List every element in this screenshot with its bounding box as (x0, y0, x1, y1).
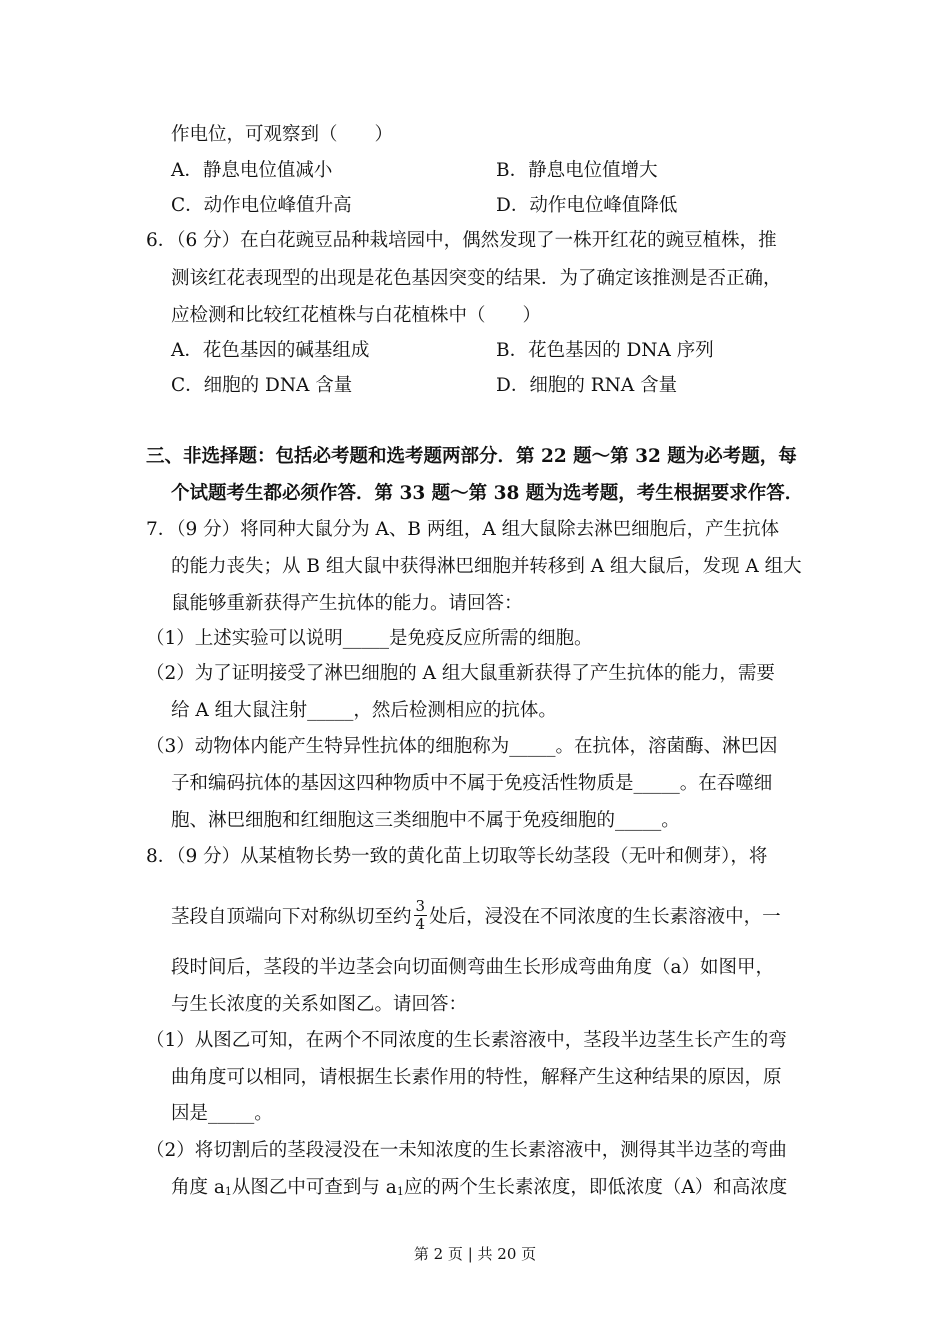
q5-stem-end: 作电位，可观察到（ ） (171, 124, 394, 145)
page-footer: 第 2 页 | 共 20 页 (413, 1245, 537, 1263)
q8-stem-line2-before: 茎段自顶端向下对称纵切至约 (171, 906, 412, 928)
q6-option-c: C．细胞的 DNA 含量 (171, 375, 353, 396)
fraction-denominator: 4 (415, 915, 426, 933)
q6-option-d: D．细胞的 RNA 含量 (496, 375, 678, 396)
q7-part2-line1: （2）为了证明接受了淋巴细胞的 A 组大鼠重新获得了产生抗体的能力，需要 (146, 663, 775, 684)
q7-part3-line3: 胞、淋巴细胞和红细胞这三类细胞中不属于免疫细胞的_____。 (171, 810, 680, 831)
q8-stem-line1: 8．（9 分）从某植物长势一致的黄化苗上切取等长幼茎段（无叶和侧芽），将 (146, 846, 768, 867)
q5-option-a: A．静息电位值减小 (171, 160, 333, 181)
q7-part2-line2: 给 A 组大鼠注射_____，然后检测相应的抗体。 (171, 700, 557, 721)
q8-part2-line2 (171, 1177, 787, 1203)
fraction-numerator: 3 (415, 897, 426, 915)
q7-part3-line2: 子和编码抗体的基因这四种物质中不属于免疫活性物质是_____。在吞噬细 (171, 773, 773, 794)
q8-part2-text-a: 角度 a (171, 1177, 225, 1198)
q8-part1-line3: 因是_____。 (171, 1103, 273, 1124)
q7-part3-line1: （3）动物体内能产生特异性抗体的细胞称为_____。在抗体，溶菌酶、淋巴因 (146, 736, 778, 757)
q6-option-a: A．花色基因的碱基组成 (171, 340, 370, 361)
q6-stem-line2: 测该红花表现型的出现是花色基因突变的结果．为了确定该推测是否正确， (171, 268, 782, 289)
q6-option-b: B．花色基因的 DNA 序列 (496, 340, 714, 361)
q8-part2-text-b: 从图乙中可查到与 a (231, 1177, 397, 1198)
q7-stem-line2: 的能力丧失；从 B 组大鼠中获得淋巴细胞并转移到 A 组大鼠后，发现 A 组大 (171, 556, 802, 577)
q8-stem-line3: 段时间后，茎段的半边茎会向切面侧弯曲生长形成弯曲角度（a）如图甲， (171, 957, 775, 978)
q8-part1-line1: （1）从图乙可知，在两个不同浓度的生长素溶液中，茎段半边茎生长产生的弯 (146, 1030, 787, 1051)
q8-part2-line1: （2）将切割后的茎段浸没在一未知浓度的生长素溶液中，测得其半边茎的弯曲 (146, 1140, 787, 1161)
q5-option-c: C．动作电位峰值升高 (171, 195, 352, 216)
section3-heading-line1: 三、非选择题：包括必考题和选考题两部分．第 22 题～第 32 题为必考题，每 (146, 446, 797, 467)
q8-stem-line2-after: 处后，浸没在不同浓度的生长素溶液中，一 (429, 906, 781, 928)
q7-stem-line1: 7．（9 分）将同种大鼠分为 A、B 两组，A 组大鼠除去淋巴细胞后，产生抗体 (146, 519, 780, 540)
q5-option-b: B．静息电位值增大 (496, 160, 658, 181)
q8-stem-line4: 与生长浓度的关系如图乙。请回答： (171, 994, 468, 1015)
subscript-1: 1 (224, 1185, 232, 1198)
q6-stem-line3: 应检测和比较红花植株与白花植株中（ ） (171, 305, 542, 326)
section3-heading-line2: 个试题考生都必须作答．第 33 题～第 38 题为选考题，考生根据要求作答． (171, 483, 804, 504)
q7-part1: （1）上述实验可以说明_____是免疫反应所需的细胞。 (146, 628, 593, 649)
q8-stem-line2 (171, 897, 781, 935)
q7-stem-line3: 鼠能够重新获得产生抗体的能力。请回答： (171, 593, 523, 614)
q6-stem-line1: 6．（6 分）在白花豌豆品种栽培园中，偶然发现了一株开红花的豌豆植株，推 (146, 230, 777, 251)
subscript-1: 1 (396, 1185, 404, 1198)
q8-part2-text-c: 应的两个生长素浓度，即低浓度（A）和高浓度 (403, 1177, 788, 1198)
q8-part1-line2: 曲角度可以相同，请根据生长素作用的特性，解释产生这种结果的原因，原 (171, 1067, 782, 1088)
q5-option-d: D．动作电位峰值降低 (496, 195, 678, 216)
fraction-three-quarters (414, 898, 428, 933)
